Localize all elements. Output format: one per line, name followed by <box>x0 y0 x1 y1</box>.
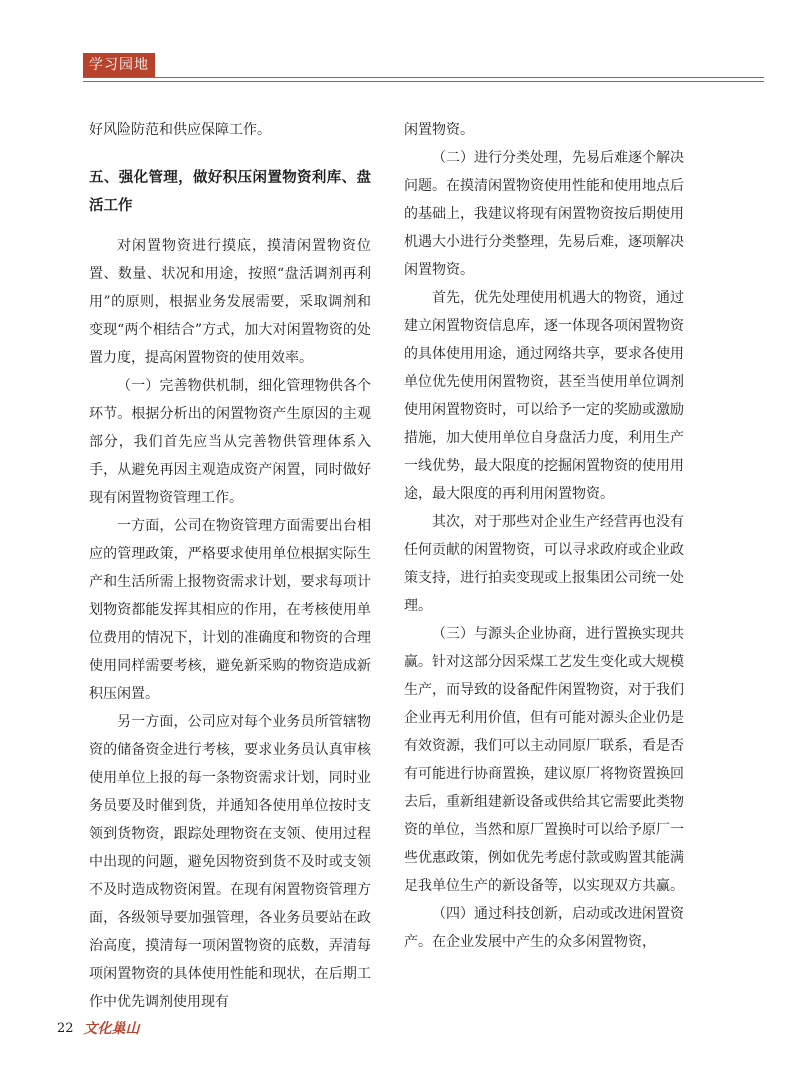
magazine-logo: 文化巢山 <box>83 1021 140 1037</box>
header-rule <box>83 77 764 82</box>
paragraph-continued: 好风险防范和供应保障工作。 <box>89 122 271 138</box>
left-column <box>89 116 371 1016</box>
paragraph: （二）进行分类处理，先易后难逐个解决问题。在摸清闲置物资使用性能和使用地点后的基础上，我建议将现有闲置物资按后期使用机遇大小进行分类整理，先易后难，逐项解决闲置物资。 <box>404 150 684 278</box>
section-heading: 五、强化管理，做好积压闲置物资利库、盘活工作 <box>89 170 371 214</box>
paragraph-continued: 闲置物资。 <box>404 122 474 138</box>
page-footer <box>57 1018 140 1038</box>
section-tag: 学习园地 <box>83 53 155 77</box>
right-column <box>404 116 684 956</box>
paragraph: 对闲置物资进行摸底，摸清闲置物资位置、数量、状况和用途，按照“盘活调剂再利用”的原则，根据业务发展需要，采取调剂和变现“两个相结合”方式，加大对闲置物资的处置力度，提高闲置物资的使用效率。 <box>89 238 371 366</box>
paragraph: 首先，优先处理使用机遇大的物资，通过建立闲置物资信息库，逐一体现各项闲置物资的具体使用用途，通过网络共享，要求各使用单位优先使用闲置物资，甚至当使用单位调剂使用闲置物资时，可以给予一定的奖励或激励措施，加大使用单位自身盘活力度，利用生产一线优势，最大限度的挖掘闲置物资的使用用途，最大限度的再利用闲置物资。 <box>404 290 684 502</box>
page-number: 22 <box>57 1020 74 1036</box>
paragraph: （一）完善物供机制，细化管理物供各个环节。根据分析出的闲置物资产生原因的主观部分，我们首先应当从完善物供管理体系入手，从避免再因主观造成资产闲置，同时做好现有闲置物资管理工作。 <box>89 378 371 506</box>
paragraph: 另一方面，公司应对每个业务员所管辖物资的储备资金进行考核，要求业务员认真审核使用单位上报的每一条物资需求计划，同时业务员要及时催到货，并通知各使用单位按时支领到货物资，跟踪处理物资在支领、使用过程中出现的问题，避免因物资到货不及时或支领不及时造成物资闲置。在现有闲置物资管理方面，各级领导要加强管理，各业务员要站在政治高度，摸清每一项闲置物资的底数，弄清每项闲置物资的具体使用性能和现状，在后期工作中优先调剂使用现有 <box>89 714 371 1010</box>
paragraph: （三）与源头企业协商，进行置换实现共赢。针对这部分因采煤工艺发生变化或大规模生产，而导致的设备配件闲置物资，对于我们企业再无利用价值，但有可能对源头企业仍是有效资源，我们可以主动同原厂联系，看是否有可能进行协商置换，建议原厂将物资置换回去后，重新组建新设备或供给其它需要此类物资的单位，当然和原厂置换时可以给予原厂一些优惠政策，例如优先考虑付款或购置其能满足我单位生产的新设备等，以实现双方共赢。 <box>404 626 684 894</box>
paragraph: 其次，对于那些对企业生产经营再也没有任何贡献的闲置物资，可以寻求政府或企业政策支持，进行拍卖变现或上报集团公司统一处理。 <box>404 514 684 614</box>
paragraph: （四）通过科技创新，启动或改进闲置资产。在企业发展中产生的众多闲置物资， <box>404 906 684 950</box>
paragraph: 一方面，公司在物资管理方面需要出台相应的管理政策，严格要求使用单位根据实际生产和生活所需上报物资需求计划，要求每项计划物资都能发挥其相应的作用，在考核使用单位费用的情况下，计划的准确度和物资的合理使用同样需要考核，避免新采购的物资造成新积压闲置。 <box>89 518 371 702</box>
